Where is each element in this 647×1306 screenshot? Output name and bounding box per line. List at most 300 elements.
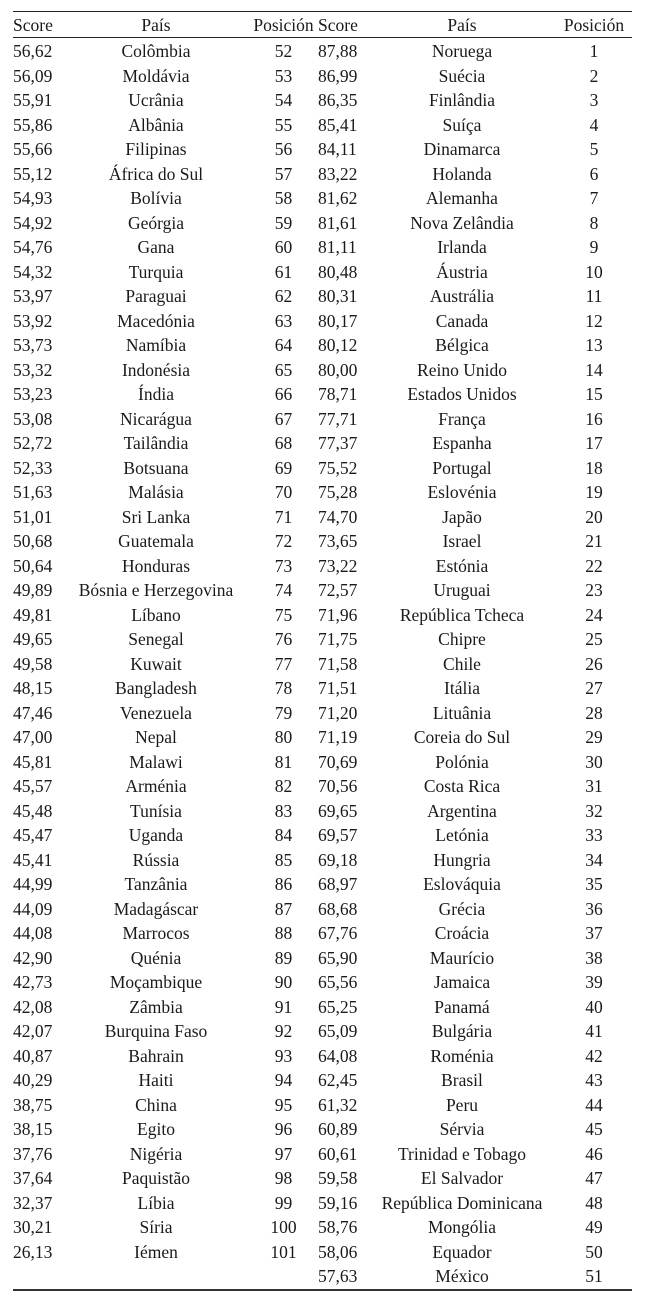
score-cell: 73,65 bbox=[318, 531, 358, 551]
table-row bbox=[318, 431, 632, 456]
position-cell: 73 bbox=[274, 555, 293, 576]
score-cell: 69,57 bbox=[318, 825, 358, 845]
table-row bbox=[13, 1215, 318, 1240]
score-cell: 40,87 bbox=[13, 1045, 53, 1066]
table-row bbox=[13, 162, 318, 187]
country-cell: Estados Unidos bbox=[407, 384, 517, 404]
table-row bbox=[13, 1191, 318, 1216]
score-cell: 80,31 bbox=[318, 286, 358, 306]
position-cell: 66 bbox=[274, 384, 293, 404]
country-cell: Maurício bbox=[429, 947, 495, 968]
position-cell: 5 bbox=[589, 139, 599, 159]
position-cell: 55 bbox=[274, 114, 293, 135]
position-cell: 50 bbox=[585, 1241, 603, 1262]
score-cell: 69,65 bbox=[318, 800, 358, 821]
table-row bbox=[318, 603, 632, 628]
table-row bbox=[13, 137, 318, 162]
table-row bbox=[318, 848, 632, 873]
score-cell: 53,92 bbox=[13, 310, 53, 331]
table-row bbox=[318, 38, 632, 64]
position-cell: 10 bbox=[585, 261, 603, 282]
score-cell bbox=[13, 1264, 63, 1289]
table-row bbox=[318, 162, 632, 187]
country-cell: Madagáscar bbox=[113, 898, 199, 919]
position-cell: 52 bbox=[274, 41, 293, 61]
country-cell: Equador bbox=[432, 1241, 492, 1262]
score-cell: 53,23 bbox=[13, 384, 53, 404]
position-cell: 28 bbox=[585, 702, 603, 723]
position-cell: 36 bbox=[585, 898, 603, 919]
table-row bbox=[13, 603, 318, 628]
table-row bbox=[13, 676, 318, 701]
country-cell: Portugal bbox=[432, 457, 492, 478]
table-row bbox=[318, 211, 632, 236]
table-row bbox=[13, 554, 318, 579]
table-row bbox=[318, 995, 632, 1020]
country-cell: Lituânia bbox=[432, 702, 492, 723]
country-cell: Reino Unido bbox=[417, 359, 507, 380]
table-row bbox=[13, 946, 318, 971]
table-row bbox=[13, 725, 318, 750]
table-row bbox=[318, 529, 632, 554]
country-cell: Filipinas bbox=[125, 139, 187, 159]
country-cell: Noruega bbox=[431, 41, 493, 61]
score-cell: 70,69 bbox=[318, 751, 358, 772]
table-row bbox=[318, 382, 632, 407]
position-cell: 76 bbox=[274, 629, 293, 649]
position-cell: 90 bbox=[274, 972, 293, 992]
country-cell: Malawi bbox=[129, 751, 183, 772]
country-cell: Austrália bbox=[429, 286, 495, 306]
country-cell: Nigéria bbox=[129, 1143, 183, 1164]
score-cell: 81,11 bbox=[318, 237, 357, 257]
score-cell: 55,91 bbox=[13, 90, 53, 110]
table-row bbox=[318, 872, 632, 897]
position-cell: 4 bbox=[589, 114, 599, 135]
table-row bbox=[13, 113, 318, 138]
position-cell bbox=[249, 1264, 318, 1289]
score-cell: 62,45 bbox=[318, 1070, 358, 1090]
position-cell: 42 bbox=[585, 1045, 603, 1066]
score-cell: 87,88 bbox=[318, 41, 358, 61]
position-cell: 74 bbox=[274, 580, 293, 600]
table-row bbox=[13, 823, 318, 848]
position-cell: 47 bbox=[585, 1168, 603, 1188]
country-cell: Alemanha bbox=[426, 188, 498, 208]
score-cell: 86,99 bbox=[318, 65, 358, 86]
position-cell: 69 bbox=[274, 457, 293, 478]
table-row bbox=[318, 505, 632, 530]
country-cell: França bbox=[438, 408, 486, 429]
table-row bbox=[318, 480, 632, 505]
score-cell: 49,89 bbox=[13, 580, 53, 600]
score-cell: 56,62 bbox=[13, 41, 53, 61]
table-row bbox=[318, 652, 632, 677]
position-cell: 41 bbox=[585, 1021, 603, 1041]
table-row bbox=[13, 456, 318, 481]
table-row bbox=[13, 382, 318, 407]
country-cell: Chipre bbox=[438, 629, 486, 649]
header-score: Score bbox=[318, 12, 368, 38]
position-cell: 83 bbox=[274, 800, 293, 821]
score-cell: 75,52 bbox=[318, 457, 358, 478]
score-cell: 58,76 bbox=[318, 1217, 358, 1237]
table-row bbox=[318, 1191, 632, 1216]
position-cell: 94 bbox=[274, 1070, 293, 1090]
country-cell: China bbox=[135, 1094, 177, 1115]
score-cell: 60,61 bbox=[318, 1143, 358, 1164]
score-cell: 52,72 bbox=[13, 433, 53, 453]
score-cell: 44,09 bbox=[13, 898, 53, 919]
score-cell: 71,75 bbox=[318, 629, 358, 649]
country-cell: Tanzânia bbox=[124, 874, 188, 894]
position-cell: 53 bbox=[274, 65, 293, 86]
country-cell: Chile bbox=[443, 653, 481, 674]
score-cell: 68,68 bbox=[318, 898, 358, 919]
table-row bbox=[318, 627, 632, 652]
country-cell: Indonésia bbox=[121, 359, 191, 380]
header-row bbox=[318, 12, 632, 38]
position-cell: 56 bbox=[274, 139, 293, 159]
country-cell: México bbox=[435, 1266, 489, 1286]
ranking-table bbox=[13, 11, 632, 1291]
country-cell: República Tcheca bbox=[399, 604, 525, 625]
country-cell: África do Sul bbox=[108, 163, 204, 184]
position-cell: 95 bbox=[274, 1094, 293, 1115]
score-cell: 48,15 bbox=[13, 678, 53, 698]
score-cell: 53,32 bbox=[13, 359, 53, 380]
position-cell: 49 bbox=[585, 1217, 603, 1237]
country-cell: Suécia bbox=[438, 65, 486, 86]
position-cell: 21 bbox=[585, 531, 603, 551]
score-cell: 59,16 bbox=[318, 1192, 358, 1213]
score-cell: 38,75 bbox=[13, 1094, 53, 1115]
country-cell: Macedónia bbox=[117, 310, 195, 331]
table-row bbox=[318, 1019, 632, 1044]
country-cell: Panamá bbox=[434, 996, 490, 1017]
table-row bbox=[318, 1166, 632, 1191]
position-cell: 87 bbox=[274, 898, 293, 919]
score-cell: 47,46 bbox=[13, 702, 53, 723]
country-cell: Paraguai bbox=[125, 286, 187, 306]
table-row bbox=[13, 1117, 318, 1142]
country-cell: Espanha bbox=[432, 433, 492, 453]
country-cell: Turquia bbox=[128, 261, 184, 282]
table-row bbox=[318, 970, 632, 995]
position-cell: 59 bbox=[274, 212, 293, 233]
country-cell: Bulgária bbox=[431, 1021, 493, 1041]
table-row bbox=[13, 1093, 318, 1118]
country-cell: Peru bbox=[445, 1094, 479, 1115]
position-cell: 37 bbox=[585, 923, 603, 943]
country-cell: El Salvador bbox=[420, 1168, 504, 1188]
score-cell: 47,00 bbox=[13, 727, 53, 747]
table-row bbox=[13, 431, 318, 456]
position-cell: 40 bbox=[585, 996, 603, 1017]
country-cell: Bangladesh bbox=[115, 678, 197, 698]
score-cell: 80,17 bbox=[318, 310, 358, 331]
country-cell: Uganda bbox=[128, 825, 184, 845]
score-cell: 53,08 bbox=[13, 408, 53, 429]
table-row bbox=[318, 578, 632, 603]
table-row bbox=[318, 137, 632, 162]
country-cell: Suíça bbox=[442, 114, 482, 135]
table-row bbox=[13, 235, 318, 260]
country-cell: Uruguai bbox=[433, 580, 491, 600]
score-cell: 78,71 bbox=[318, 384, 358, 404]
country-cell: Guatemala bbox=[118, 531, 194, 551]
table-row bbox=[318, 921, 632, 946]
score-cell: 44,08 bbox=[13, 923, 53, 943]
country-cell: Mongólia bbox=[427, 1217, 497, 1237]
table-row bbox=[13, 211, 318, 236]
position-cell: 39 bbox=[585, 972, 603, 992]
country-cell: Tunísia bbox=[130, 800, 182, 821]
position-cell: 12 bbox=[585, 310, 603, 331]
country-cell: Kuwait bbox=[130, 653, 182, 674]
table-row bbox=[13, 309, 318, 334]
position-cell: 38 bbox=[585, 947, 603, 968]
table-row bbox=[318, 88, 632, 113]
score-cell: 75,28 bbox=[318, 482, 358, 502]
score-cell: 45,57 bbox=[13, 776, 53, 796]
score-cell: 71,20 bbox=[318, 702, 358, 723]
table-row bbox=[13, 995, 318, 1020]
country-cell: Senegal bbox=[128, 629, 184, 649]
country-cell: Egito bbox=[137, 1119, 175, 1139]
table-row bbox=[318, 260, 632, 285]
table-row bbox=[13, 480, 318, 505]
score-cell: 45,48 bbox=[13, 800, 53, 821]
table-row bbox=[318, 235, 632, 260]
position-cell: 7 bbox=[589, 188, 599, 208]
position-cell: 97 bbox=[274, 1143, 293, 1164]
position-cell: 31 bbox=[585, 776, 603, 796]
country-cell: Brasil bbox=[441, 1070, 483, 1090]
header-pais: País bbox=[368, 12, 556, 38]
score-cell: 73,22 bbox=[318, 555, 358, 576]
country-cell: Índia bbox=[138, 384, 174, 404]
position-cell: 1 bbox=[589, 41, 599, 61]
table-row bbox=[318, 1093, 632, 1118]
position-cell: 88 bbox=[274, 923, 293, 943]
table-row bbox=[13, 407, 318, 432]
country-cell: Croácia bbox=[434, 923, 490, 943]
table-row bbox=[13, 38, 318, 64]
table-row bbox=[13, 1264, 318, 1289]
table-row bbox=[13, 1142, 318, 1167]
score-cell: 71,51 bbox=[318, 678, 358, 698]
score-cell: 37,64 bbox=[13, 1168, 53, 1188]
position-cell: 6 bbox=[589, 163, 599, 184]
country-cell: Eslovénia bbox=[427, 482, 497, 502]
country-cell: Bahrain bbox=[128, 1045, 184, 1066]
header-posicion: Posición bbox=[556, 12, 632, 38]
country-cell: Bósnia e Herzegovina bbox=[78, 580, 234, 600]
score-cell: 80,12 bbox=[318, 335, 358, 355]
score-cell: 51,63 bbox=[13, 482, 53, 502]
table-row bbox=[13, 701, 318, 726]
country-cell: Marrocos bbox=[122, 923, 190, 943]
country-cell: Roménia bbox=[430, 1045, 494, 1066]
score-cell: 40,29 bbox=[13, 1070, 53, 1090]
table-row bbox=[13, 921, 318, 946]
score-cell: 54,93 bbox=[13, 188, 53, 208]
position-cell: 78 bbox=[274, 678, 293, 698]
score-cell: 55,12 bbox=[13, 163, 53, 184]
position-cell: 32 bbox=[585, 800, 603, 821]
country-cell: Polónia bbox=[435, 751, 489, 772]
position-cell: 62 bbox=[274, 286, 293, 306]
table-row bbox=[318, 1215, 632, 1240]
position-cell: 93 bbox=[274, 1045, 293, 1066]
table-row bbox=[318, 407, 632, 432]
score-cell: 55,66 bbox=[13, 139, 53, 159]
position-cell: 89 bbox=[274, 947, 293, 968]
header-score: Score bbox=[13, 12, 63, 38]
country-cell: Quénia bbox=[130, 947, 182, 968]
position-cell: 75 bbox=[274, 604, 293, 625]
position-cell: 44 bbox=[585, 1094, 603, 1115]
position-cell: 51 bbox=[585, 1266, 603, 1286]
table-row bbox=[318, 1044, 632, 1069]
position-cell: 2 bbox=[589, 65, 599, 86]
table-row bbox=[318, 554, 632, 579]
table-row bbox=[13, 872, 318, 897]
score-cell: 53,97 bbox=[13, 286, 53, 306]
position-cell: 9 bbox=[589, 237, 599, 257]
score-cell: 60,89 bbox=[318, 1119, 358, 1139]
table-row bbox=[318, 1264, 632, 1289]
country-cell: Malásia bbox=[128, 482, 184, 502]
table-row bbox=[318, 1240, 632, 1265]
position-cell: 58 bbox=[274, 188, 293, 208]
country-cell: Botsuana bbox=[123, 457, 189, 478]
country-cell: Rússia bbox=[132, 849, 180, 870]
position-cell: 11 bbox=[585, 286, 603, 306]
position-cell: 17 bbox=[585, 433, 603, 453]
country-cell: Líbano bbox=[131, 604, 181, 625]
position-cell: 98 bbox=[274, 1168, 293, 1188]
score-cell: 51,01 bbox=[13, 506, 53, 527]
score-cell: 72,57 bbox=[318, 580, 358, 600]
position-cell: 77 bbox=[274, 653, 293, 674]
score-cell: 58,06 bbox=[318, 1241, 358, 1262]
score-cell: 81,61 bbox=[318, 212, 358, 233]
score-cell: 64,08 bbox=[318, 1045, 358, 1066]
country-cell: Finlândia bbox=[428, 90, 496, 110]
position-cell: 72 bbox=[274, 531, 293, 551]
score-cell: 42,08 bbox=[13, 996, 53, 1017]
country-cell: Bélgica bbox=[435, 335, 489, 355]
position-cell: 86 bbox=[274, 874, 293, 894]
table-row bbox=[13, 358, 318, 383]
score-cell: 49,58 bbox=[13, 653, 53, 674]
position-cell: 91 bbox=[274, 996, 293, 1017]
position-cell: 92 bbox=[274, 1021, 293, 1041]
country-cell: Itália bbox=[444, 678, 480, 698]
country-cell: Eslováquia bbox=[423, 874, 501, 894]
table-row bbox=[13, 529, 318, 554]
bottom-rule bbox=[13, 1289, 632, 1291]
position-cell: 30 bbox=[585, 751, 603, 772]
position-cell: 43 bbox=[585, 1070, 603, 1090]
table-row bbox=[13, 186, 318, 211]
country-cell: Jamaica bbox=[433, 972, 491, 992]
score-cell: 37,76 bbox=[13, 1143, 53, 1164]
position-cell: 60 bbox=[274, 237, 293, 257]
country-cell: Trinidad e Tobago bbox=[397, 1143, 527, 1164]
country-cell: Sérvia bbox=[439, 1119, 485, 1139]
score-cell: 83,22 bbox=[318, 163, 358, 184]
position-cell: 71 bbox=[274, 506, 293, 527]
position-cell: 26 bbox=[585, 653, 603, 674]
table-row bbox=[318, 676, 632, 701]
country-cell: Iémen bbox=[134, 1241, 178, 1262]
country-cell: República Dominicana bbox=[381, 1192, 543, 1213]
score-cell: 84,11 bbox=[318, 139, 357, 159]
table-row bbox=[13, 750, 318, 775]
table-row bbox=[13, 1019, 318, 1044]
score-cell: 45,41 bbox=[13, 849, 53, 870]
score-cell: 80,00 bbox=[318, 359, 358, 380]
position-cell: 65 bbox=[274, 359, 293, 380]
country-cell: Albânia bbox=[128, 114, 184, 135]
country-cell: Israel bbox=[442, 531, 482, 551]
country-cell: Bolívia bbox=[130, 188, 182, 208]
position-cell: 80 bbox=[274, 727, 293, 747]
country-cell: Síria bbox=[139, 1217, 173, 1237]
table-row bbox=[318, 1117, 632, 1142]
country-cell: Dinamarca bbox=[423, 139, 501, 159]
position-cell: 82 bbox=[274, 776, 293, 796]
position-cell: 29 bbox=[585, 727, 603, 747]
score-cell: 74,70 bbox=[318, 506, 358, 527]
country-cell: Irlanda bbox=[437, 237, 487, 257]
country-cell: Sri Lanka bbox=[121, 506, 191, 527]
score-cell: 71,19 bbox=[318, 727, 358, 747]
position-cell: 67 bbox=[274, 408, 293, 429]
table-row bbox=[318, 823, 632, 848]
country-cell: Ucrânia bbox=[128, 90, 184, 110]
score-cell: 45,81 bbox=[13, 751, 53, 772]
country-cell: Namíbia bbox=[125, 335, 187, 355]
position-cell: 57 bbox=[274, 163, 293, 184]
table-row bbox=[13, 1068, 318, 1093]
position-cell: 16 bbox=[585, 408, 603, 429]
score-cell: 85,41 bbox=[318, 114, 358, 135]
table-row bbox=[318, 725, 632, 750]
score-cell: 56,09 bbox=[13, 65, 53, 86]
position-cell: 46 bbox=[585, 1143, 603, 1164]
score-cell: 59,58 bbox=[318, 1168, 358, 1188]
country-cell: Paquistão bbox=[121, 1168, 191, 1188]
table-row bbox=[13, 333, 318, 358]
country-cell: Colômbia bbox=[121, 41, 191, 61]
score-cell: 65,56 bbox=[318, 972, 358, 992]
table-row bbox=[318, 897, 632, 922]
score-cell: 67,76 bbox=[318, 923, 358, 943]
score-cell: 68,97 bbox=[318, 874, 358, 894]
score-cell: 65,25 bbox=[318, 996, 358, 1017]
score-cell: 32,37 bbox=[13, 1192, 53, 1213]
header-posicion: Posición bbox=[249, 12, 318, 38]
country-cell: Tailândia bbox=[123, 433, 189, 453]
country-cell: Nicarágua bbox=[120, 408, 192, 429]
score-cell: 49,65 bbox=[13, 629, 53, 649]
table-row bbox=[13, 848, 318, 873]
score-cell: 81,62 bbox=[318, 188, 358, 208]
